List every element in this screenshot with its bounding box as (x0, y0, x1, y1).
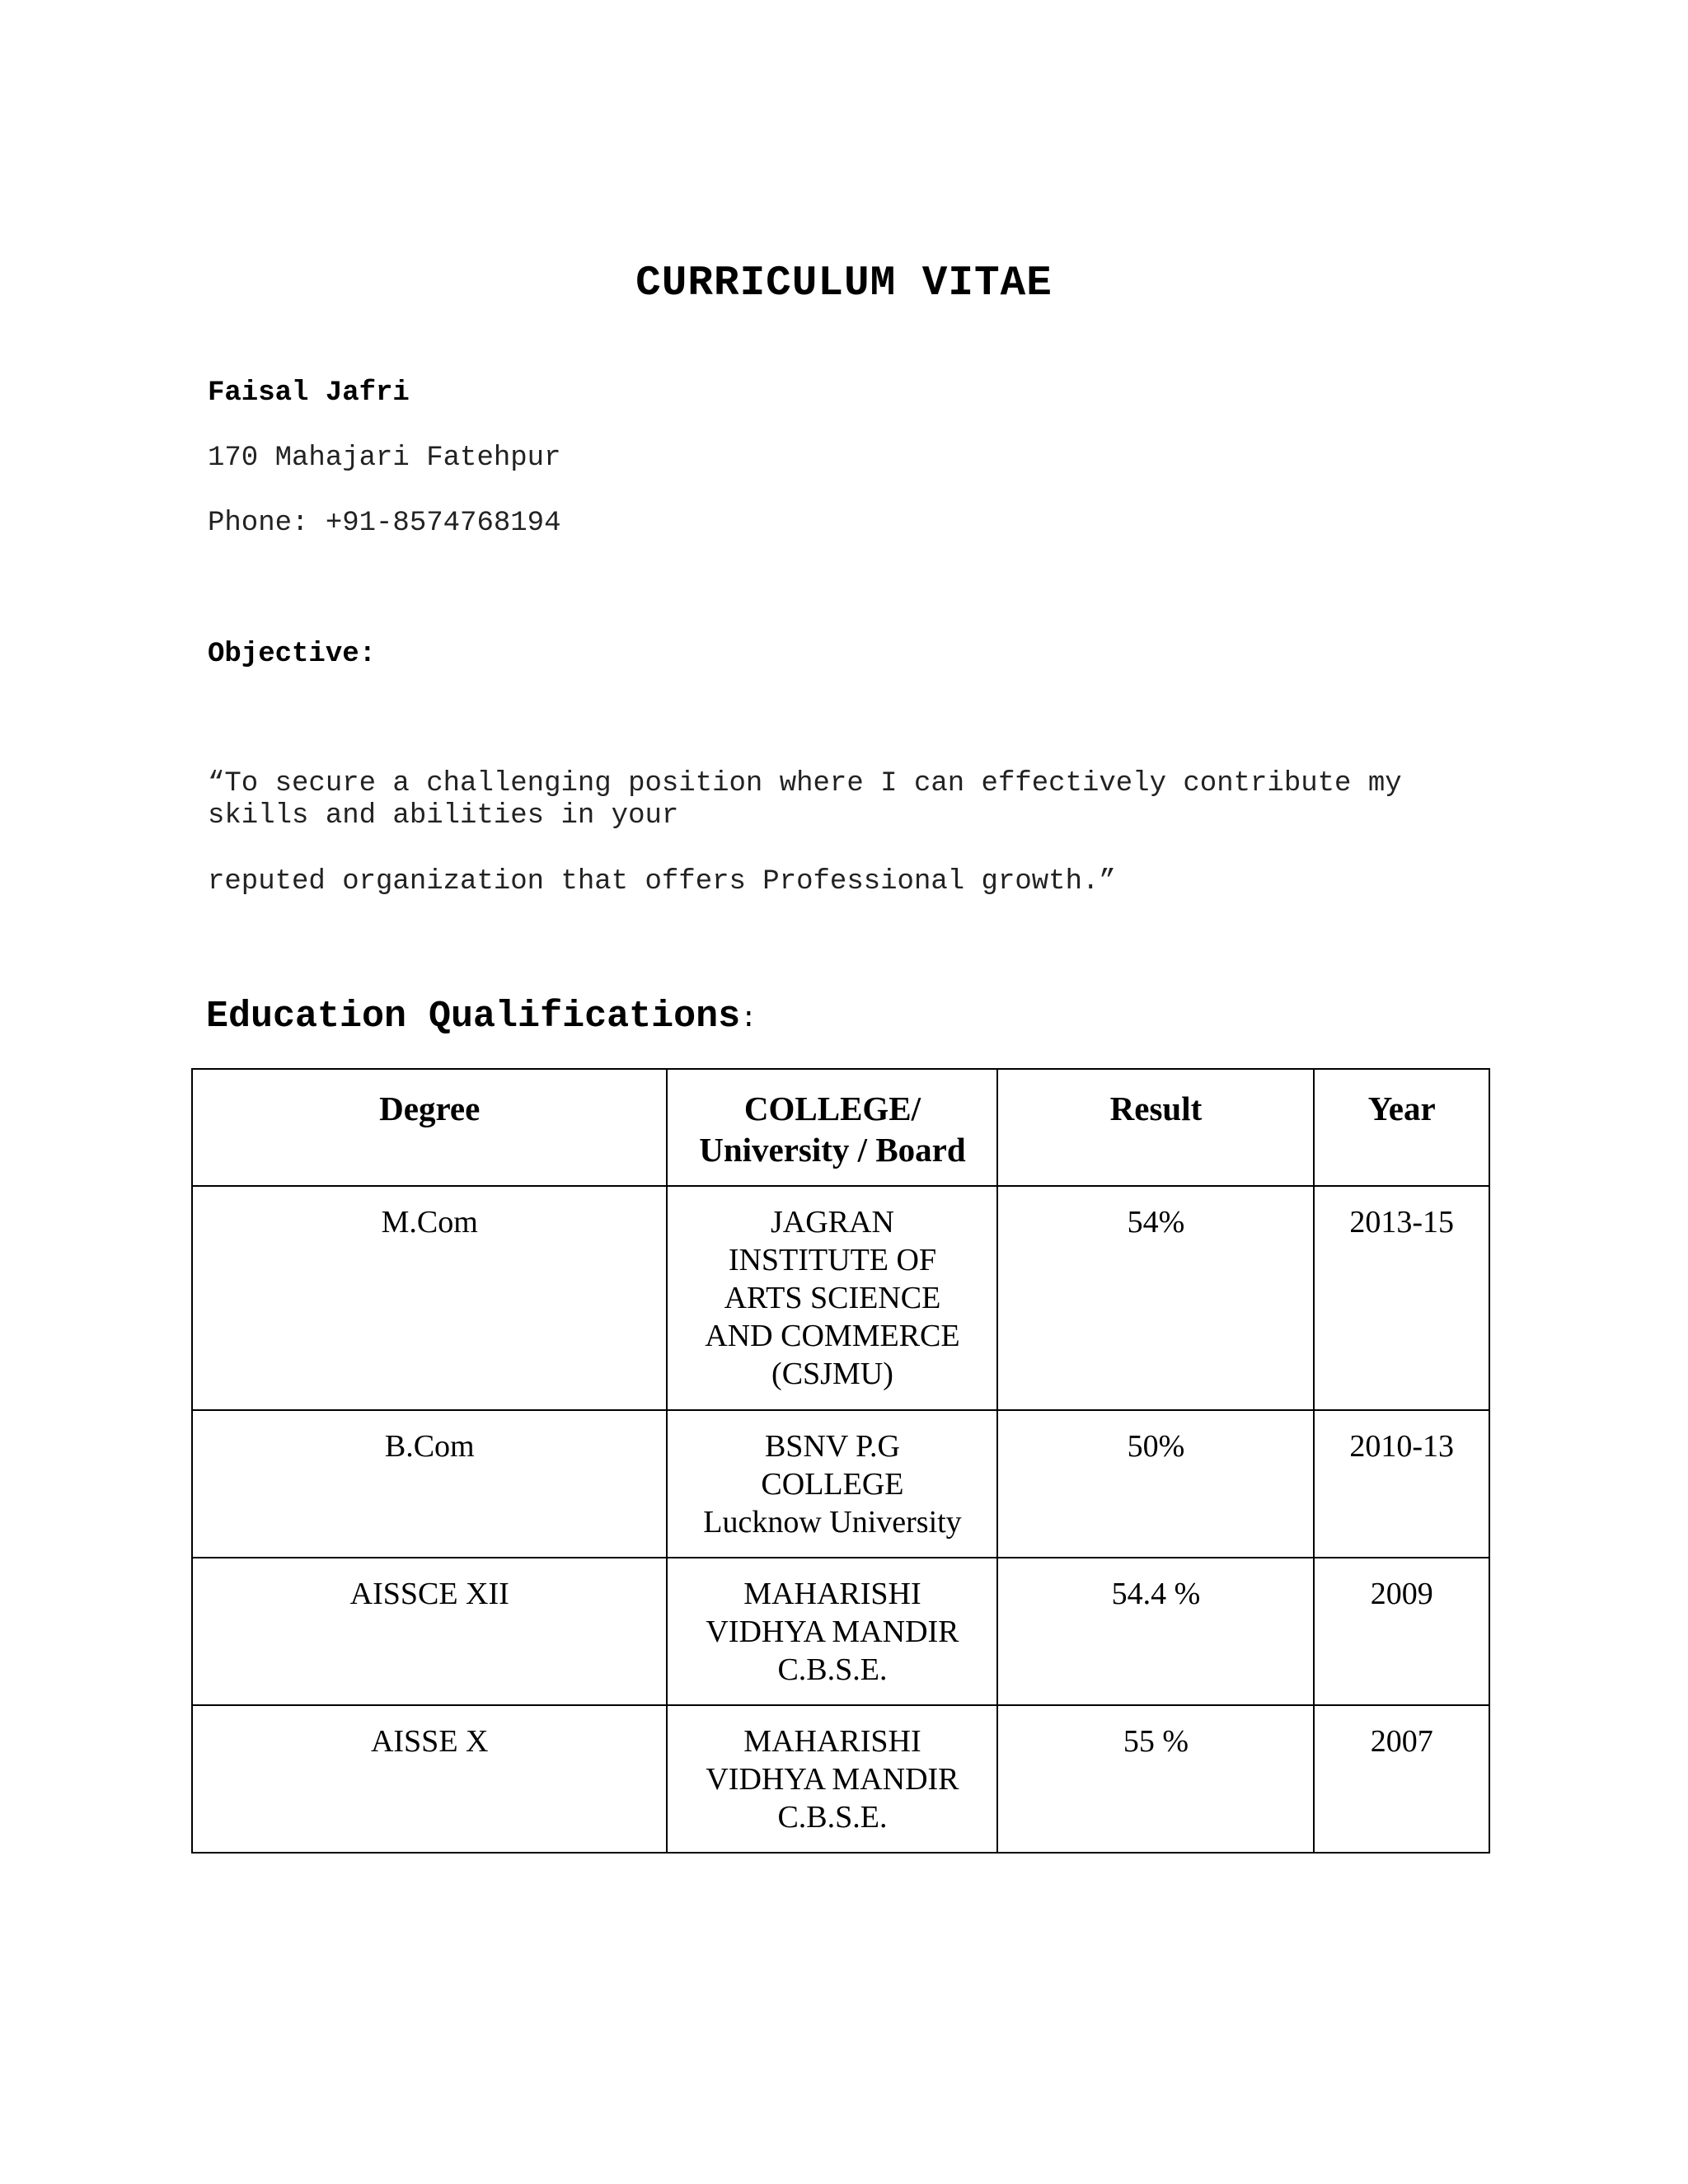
candidate-phone: Phone: +91-8574768194 (208, 508, 561, 539)
college-line: COLLEGE (761, 1467, 904, 1502)
objective-text-line: reputed organization that offers Professional growth.” (208, 866, 1116, 898)
degree-cell: AISSE X (192, 1705, 667, 1853)
college-line: BSNV P.G (764, 1429, 900, 1464)
college-cell (667, 1410, 997, 1558)
result-cell: 54.4 % (997, 1558, 1314, 1705)
column-header-college-line: University / Board (699, 1131, 966, 1169)
column-header-college-line: COLLEGE/ (743, 1090, 921, 1127)
candidate-address: 170 Mahajari Fatehpur (208, 443, 561, 474)
year-cell: 2007 (1314, 1705, 1489, 1853)
page-title: CURRICULUM VITAE (635, 260, 1053, 307)
college-line: MAHARISHI (743, 1577, 921, 1611)
objective-heading: Objective: (208, 639, 377, 670)
candidate-name: Faisal Jafri (208, 377, 410, 409)
table-row (192, 1186, 1489, 1410)
college-line: ARTS SCIENCE (724, 1281, 941, 1315)
column-header-year: Year (1314, 1069, 1489, 1186)
college-line: Lucknow University (703, 1505, 962, 1540)
table-row (192, 1410, 1489, 1558)
column-header-degree: Degree (192, 1069, 667, 1186)
college-line: JAGRAN (771, 1205, 894, 1240)
result-cell: 50% (997, 1410, 1314, 1558)
college-line: (CSJMU) (771, 1357, 893, 1391)
education-table (191, 1068, 1490, 1854)
education-heading-colon: : (740, 1004, 757, 1035)
degree-cell: M.Com (192, 1186, 667, 1410)
college-line: AND COMMERCE (705, 1319, 960, 1353)
year-cell: 2009 (1314, 1558, 1489, 1705)
year-cell: 2010-13 (1314, 1410, 1489, 1558)
result-cell: 54% (997, 1186, 1314, 1410)
table-row (192, 1558, 1489, 1705)
column-header-college (667, 1069, 997, 1186)
education-heading-text: Education Qualifications (206, 996, 741, 1038)
result-cell: 55 % (997, 1705, 1314, 1853)
college-line: VIDHYA MANDIR (706, 1762, 959, 1797)
column-header-result: Result (997, 1069, 1314, 1186)
table-header-row (192, 1069, 1489, 1186)
year-cell: 2013-15 (1314, 1186, 1489, 1410)
education-heading (206, 996, 757, 1038)
table-row (192, 1705, 1489, 1853)
college-line: MAHARISHI (743, 1724, 921, 1759)
college-line: INSTITUTE OF (728, 1243, 937, 1277)
degree-cell: AISSCE XII (192, 1558, 667, 1705)
college-line: VIDHYA MANDIR (706, 1615, 959, 1649)
objective-text-line: skills and abilities in your (208, 800, 679, 832)
objective-text-line: “To secure a challenging position where I can effectively contribute my (208, 768, 1402, 799)
degree-cell: B.Com (192, 1410, 667, 1558)
college-cell (667, 1186, 997, 1410)
college-cell (667, 1558, 997, 1705)
college-line: C.B.S.E. (777, 1652, 888, 1687)
college-cell (667, 1705, 997, 1853)
college-line: C.B.S.E. (777, 1800, 888, 1835)
